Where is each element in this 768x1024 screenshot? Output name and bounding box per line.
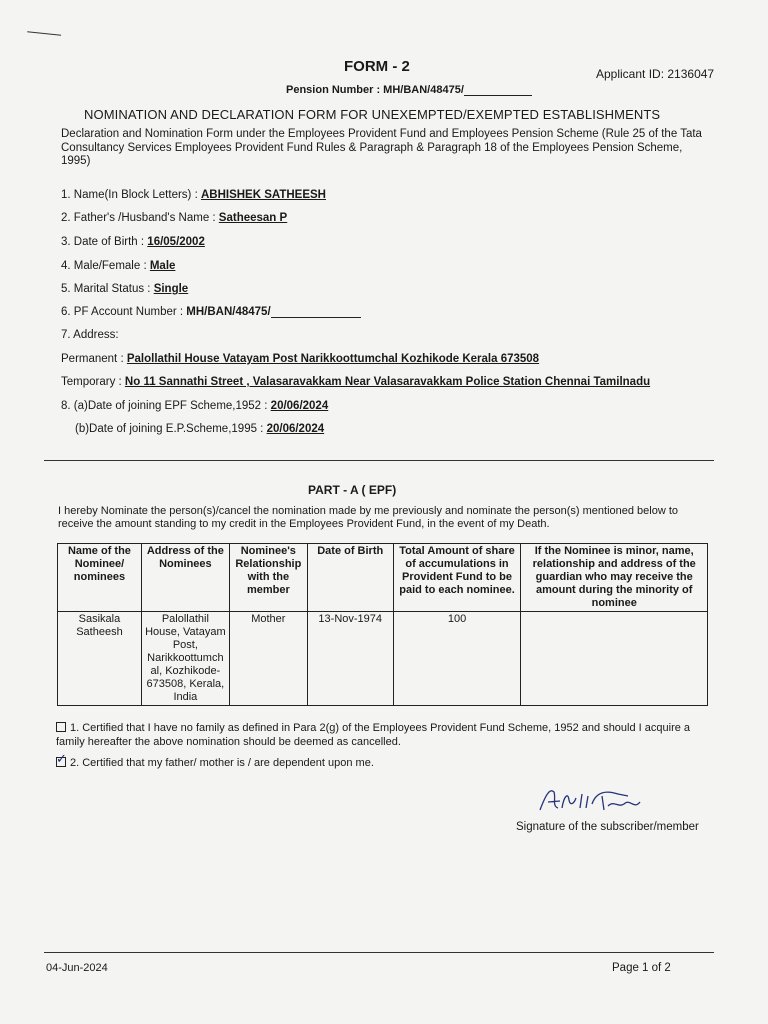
nominee-relationship: Mother [229,612,307,706]
field-permanent-address [61,353,539,365]
column-header: If the Nominee is minor, name, relationship and address of the guardian who may receive the amount during the minority of nominee [521,544,708,612]
table-row [58,612,708,706]
form-heading: NOMINATION AND DECLARATION FORM FOR UNEXEMPTED/EXEMPTED ESTABLISHMENTS [84,107,661,122]
field-gender [61,260,175,272]
field-father-label: 2. Father's /Husband's Name : [61,212,219,224]
temporary-label: Temporary : [61,376,125,388]
column-header: Total Amount of share of accumulations in Provident Fund to be paid to each nominee. [393,544,521,612]
field-eps-joining [75,423,324,435]
certification-1-text: 1. Certified that I have no family as defined in Para 2(g) of the Employees Provident Fund Scheme, 1952 and should I acquire a family hereafter the above nomination should be deemed as cancelled. [56,722,691,748]
signature-image [536,786,656,816]
nominee-guardian [521,612,708,706]
field-father-value: Satheesan P [218,212,288,224]
certification-2-checkbox[interactable] [56,751,67,767]
field-dob-label: 3. Date of Birth : [61,236,148,248]
field-pf-value: MH/BAN/48475/ [186,306,271,318]
part-a-title: PART - A ( EPF) [308,483,397,497]
pen-mark [27,31,61,39]
eps-join-label: (b)Date of joining E.P.Scheme,1995 : [75,423,267,435]
field-name-value: ABHISHEK SATHEESH [200,189,326,201]
field-dob [61,236,205,248]
permanent-label: Permanent : [61,353,127,365]
section-divider [44,460,714,461]
field-epf-joining [61,400,328,412]
field-gender-label: 4. Male/Female : [61,260,150,272]
declaration-text: Declaration and Nomination Form under the Employees Provident Fund and Employees Pension Scheme (Rule 25 of the Tata Consultancy Services Employees Provident Fund Rules & Paragraph & Paragraph 18 of the Employees Pension Scheme, 1995) [61,128,702,167]
field-marital-value: Single [153,283,189,295]
nominee-share: 100 [393,612,521,706]
field-name-label: 1. Name(In Block Letters) : [61,189,201,201]
field-marital-status [61,283,188,295]
pension-number [286,84,532,96]
checkmark-icon: ✓ [56,751,67,766]
table-header-row [58,544,708,612]
column-header: Address of the Nominees [141,544,229,612]
nominee-address: Palollathil House, Vatayam Post, Narikkoottumch al, Kozhikode- 673508, Kerala, India [141,612,229,706]
page-number: Page 1 of 2 [612,962,671,974]
pension-number-text: Pension Number : MH/BAN/48475/ [286,84,464,96]
epf-join-value: 20/06/2024 [270,400,329,412]
eps-join-value: 20/06/2024 [266,423,325,435]
field-temporary-address [61,376,650,388]
epf-join-label: 8. (a)Date of joining EPF Scheme,1952 : [61,400,271,412]
field-pf-label: 6. PF Account Number : [61,306,187,318]
certification-1-checkbox[interactable] [56,722,66,732]
certification-1 [56,722,716,749]
column-header: Date of Birth [307,544,393,612]
nominee-table [57,543,708,706]
column-header: Name of the Nominee/ nominees [58,544,142,612]
permanent-value: Palollathil House Vatayam Post Narikkoottumchal Kozhikode Kerala 673508 [126,353,540,365]
pf-account-blank [271,306,361,318]
field-address: 7. Address: [61,329,119,341]
nominee-name: Sasikala Satheesh [58,612,142,706]
form-title: FORM - 2 [344,58,410,75]
nominee-dob: 13-Nov-1974 [307,612,393,706]
field-dob-value: 16/05/2002 [147,236,205,248]
field-name [61,189,326,201]
applicant-id: Applicant ID: 2136047 [596,67,715,81]
column-header: Nominee's Relationship with the member [229,544,307,612]
certification-2-text: 2. Certified that my father/ mother is / are dependent upon me. [70,757,374,769]
certification-2 [56,751,716,771]
temporary-value: No 11 Sannathi Street , Valasaravakkam Near Valasaravakkam Police Station Chennai Tamilnadu [124,376,651,388]
signature-label: Signature of the subscriber/member [516,821,699,833]
nomination-text: I hereby Nominate the person(s)/cancel the nomination made by me previously and nominate the person(s) mentioned below to receive the amount standing to my credit in the Employees Provident Fund, in the event of my Death. [58,505,679,530]
pension-number-blank [464,84,532,96]
field-marital-label: 5. Marital Status : [61,283,154,295]
field-pf-account [61,306,361,318]
footer-date: 04-Jun-2024 [46,962,108,974]
field-father-name [61,212,287,224]
field-gender-value: Male [149,260,176,272]
footer-divider [44,952,714,953]
